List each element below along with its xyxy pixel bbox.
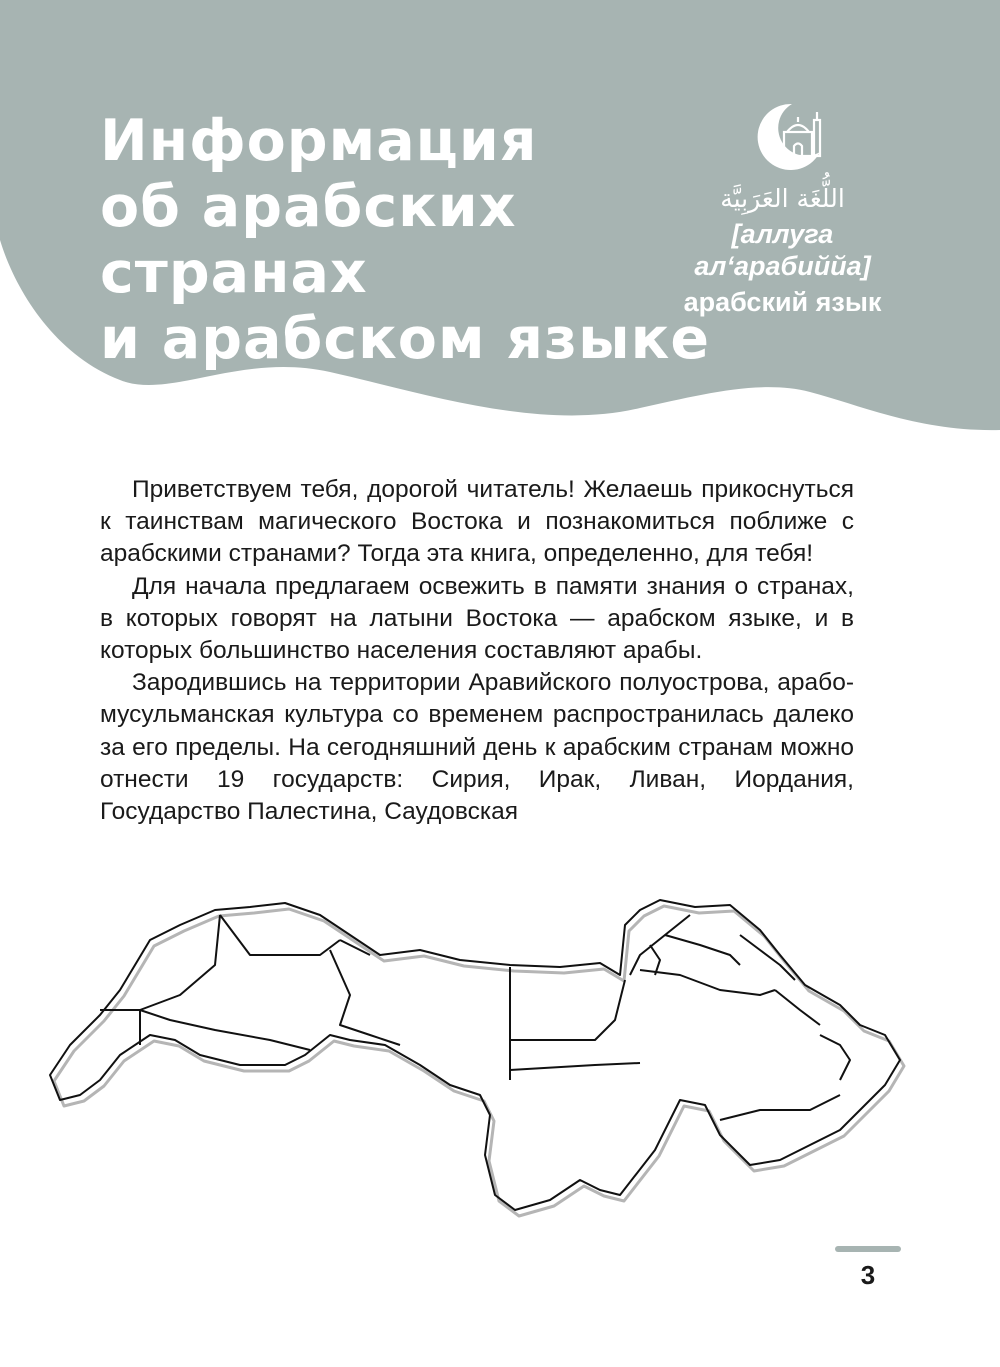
paragraph: Для начала предлагаем освежить в памяти знания о странах, в которых говорят на латыни Востока — арабском языке, и в которых большинство населения составляют арабы. [100,572,854,665]
body-text [100,474,854,828]
title-line-4: и арабском языке [100,306,710,372]
arabic-language-note [650,180,915,320]
page-number-bar [835,1246,901,1252]
title-line-3: странах [100,240,368,306]
transliteration-line-2: ал‘арабиййа] [694,251,871,281]
arabic-text: اللُّغَة العَرَبِيَّة [720,184,845,213]
page-number: 3 [860,1260,876,1290]
arab-world-map-outline [40,895,920,1245]
paragraph: Приветствуем тебя, дорогой читатель! Желаешь прикоснуться к таинствам магического Востока и познакомиться поближе с арабскими странами? Тогда эта книга, определенно, для тебя! [100,476,854,568]
paragraph: Зародившись на территории Аравийского полуострова, арабо-мусульманская культура со временем распространилась далеко за его пределы. На сегодняшний день к арабским странам можно отнести 19 государств: Сирия, Ирак, Ливан, Иордания, Государство Палестина, Саудовская [100,669,854,826]
crescent-mosque-icon [748,100,824,172]
title-line-1: Информация [100,108,538,174]
page-title [100,108,710,372]
transliteration-line-1: [аллуга [731,219,834,249]
translation: арабский язык [683,287,882,317]
title-line-2: об арабских [100,174,517,240]
